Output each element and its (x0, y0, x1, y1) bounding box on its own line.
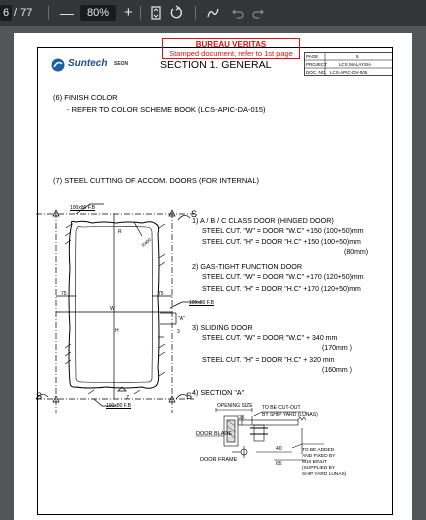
note2-w: STEEL CUT. "W" = DOOR "W.C" +170 (120+50)mm (202, 274, 364, 281)
r400-label: R400 (140, 237, 153, 248)
rotate-icon[interactable] (170, 0, 184, 26)
dim-3-mark: 3 (177, 329, 180, 335)
note1-h-alt: (80mm) (344, 249, 369, 256)
added-line4: (SUPPLIED BY (302, 466, 336, 471)
fit-page-icon[interactable] (150, 0, 162, 26)
dim-40: 40 (276, 446, 282, 452)
logo-name: Suntech (68, 58, 108, 69)
docno-label: DOC. NO. (306, 70, 327, 75)
section-title: SECTION 1. GENERAL (160, 59, 272, 71)
page-label: PAGE (306, 54, 319, 59)
redo-icon[interactable] (252, 0, 264, 26)
stamp-title: BUREAU VERITAS (195, 40, 267, 49)
note3-w-alt: (170mm ) (322, 345, 352, 352)
docno-value: LCS-APIC-DV-005 (330, 70, 368, 75)
h-label: H (115, 328, 119, 334)
note1-title: 1) A / B / C CLASS DOOR (HINGED DOOR) (192, 216, 334, 225)
suntech-logo (51, 57, 147, 73)
dim-75-left: 75 (61, 291, 67, 297)
r-label: R (118, 229, 122, 235)
stamp-note: Stamped document, refer to 1st page (169, 49, 293, 58)
page-value: 5 (356, 54, 359, 59)
added-line3: M10 B/NUT (302, 460, 328, 465)
dim-25: 25 (239, 415, 245, 421)
z-mark: Z (126, 395, 130, 401)
note3-h-alt: (160mm ) (322, 367, 352, 374)
finish-color-text: - REFER TO COLOR SCHEME BOOK (LCS-APIC-DA-015) (67, 105, 266, 114)
toolbar-divider (195, 6, 196, 20)
s-mark-top: S (191, 209, 198, 219)
section-a-mark: "A" (178, 316, 185, 322)
toolbar-divider (140, 6, 141, 20)
door-frame-label: DOOR FRAME (200, 457, 238, 463)
title-block (304, 52, 393, 76)
s-mark-left: S (36, 391, 43, 401)
page-number-input[interactable]: 6 (0, 5, 12, 21)
fb-right-label: 100x80 F.B (189, 300, 215, 306)
pdf-toolbar (0, 0, 426, 26)
zoom-level-input[interactable]: 80% (80, 5, 116, 21)
cutout-line2: BY SHIP YARD (LUNAS) (262, 412, 318, 418)
fb-top-label: 100x80 F.B (70, 205, 96, 211)
note4-title: 4) SECTION "A" (192, 388, 245, 397)
door-blade-label: DOOR BLADE (196, 431, 233, 437)
zoom-in-button[interactable]: + (124, 4, 133, 21)
opening-size-label: OPENING SIZE (217, 403, 253, 409)
cutout-line1: TO BE CUT-OUT (262, 405, 301, 411)
note3-h: STEEL CUT. "H" = DOOR "H.C" + 320 mm (202, 357, 335, 364)
note1-w: STEEL CUT. "W" = DOOR "W.C" +150 (100+50)mm (202, 228, 364, 235)
dim-65: 65 (276, 461, 282, 467)
s-mark-right: S (186, 391, 193, 401)
zoom-out-button[interactable]: — (60, 5, 74, 21)
added-line2: AND FIXED BY (302, 454, 336, 459)
bureau-veritas-stamp (162, 38, 300, 59)
note3-title: 3) SLIDING DOOR (192, 323, 253, 332)
note2-title: 2) GAS-TIGHT FUNCTION DOOR (192, 262, 303, 271)
suntech-logo-icon (51, 58, 65, 72)
draw-icon[interactable] (206, 0, 220, 26)
note1-h: STEEL CUT. "H" = DOOR "H.C" +150 (100+50)mm (202, 239, 361, 246)
dim-75-right: 75 (158, 291, 164, 297)
toolbar-divider (48, 6, 49, 20)
note3-w: STEEL CUT. "W" = DOOR "W.C" + 340 mm (202, 335, 338, 342)
page-total: / 77 (14, 7, 33, 19)
logo-partner: SEON (114, 61, 129, 67)
added-line5: SHIP YARD LUNAS) (302, 472, 347, 477)
finish-color-heading: (6) FINISH COLOR (53, 93, 118, 102)
note2-h: STEEL CUT. "H" = DOOR "H.C" +170 (120+50)mm (202, 286, 361, 293)
fb-bottom-label: 100x80 F.B (106, 403, 132, 409)
w-label: W (110, 306, 115, 312)
added-line1: TO BE ADDED (302, 448, 335, 453)
project-label: PROJECT (306, 62, 328, 67)
pdf-page (14, 33, 412, 520)
steel-cutting-heading: (7) STEEL CUTTING OF ACCOM. DOORS (FOR INTERNAL) (53, 176, 259, 185)
project-value: LCS MALAYSIA (339, 62, 372, 67)
undo-icon[interactable] (232, 0, 244, 26)
